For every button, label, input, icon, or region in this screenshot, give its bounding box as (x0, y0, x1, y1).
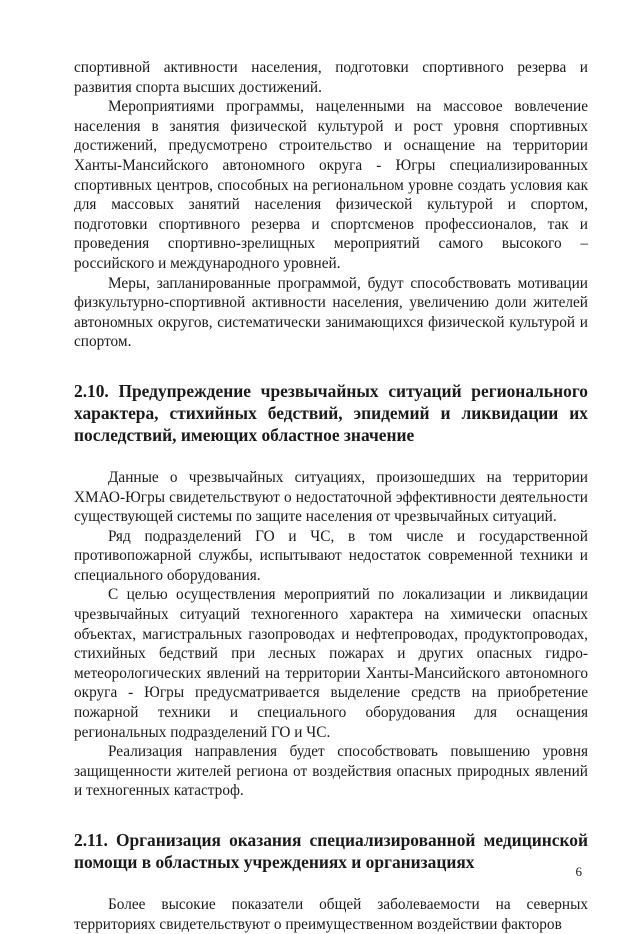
paragraph-emergency-goals: С целью осуществления мероприятий по локализации и ликвидации чрезвычайных ситуаций техногенного характера на химически опасных объектах, магистральных газопроводах и нефтепроводах, продуктопроводах, стихийных бедствий при лесных пожарах и других опасных гидро-метеорологических явлений на территории Ханты-Мансийского автономного округа - Югры предусматривается выделение средств на приобретение пожарной техники и специального оборудования для оснащения региональных подразделений ГО и ЧС. (74, 586, 588, 741)
document-page (74, 58, 588, 934)
section-heading-2-11: 2.11. Организация оказания специализированной медицинской помощи в областных учреждениях и организациях (74, 830, 588, 872)
section-heading-2-10: 2.10. Предупреждение чрезвычайных ситуаций регионального характера, стихийных бедствий, эпидемий и ликвидации их последствий, имеющих областное значение (74, 380, 588, 445)
paragraph-emergency-data: Данные о чрезвычайных ситуациях, произошедших на территории ХМАО-Югры свидетельствуют о недостаточной эффективности деятельности существующей системы по защите населения от чрезвычайных ситуаций. (74, 468, 588, 526)
paragraph-continuation: спортивной активности населения, подготовки спортивного резерва и развития спорта высших достижений. (74, 59, 588, 96)
paragraph-medical-intro: Более высокие показатели общей заболеваемости на северных территориях свидетельствуют о преимущественном воздействии факторов (74, 896, 588, 933)
page-number: 6 (575, 864, 582, 879)
paragraph-emergency-result: Реализация направления будет способствовать повышению уровня защищенности жителей региона от воздействия опасных природных явлений и техногенных катастроф. (74, 743, 588, 800)
paragraph-program-measures: Мероприятиями программы, нацеленными на массовое вовлечение населения в занятия физической культурой и рост уровня спортивных достижений, предусмотрено строительство и оснащение на территории Ханты-Мансийского автономного округа - Югры специализированных спортивных центров, способных на региональном уровне создать условия как для массовых занятий населения физической культурой и спортом, подготовки спортивного резерва и спортсменов профессионалов, так и проведения спортивно-зрелищных мероприятий самого высокого – российского и международного уровней. (74, 98, 588, 272)
paragraph-emergency-units: Ряд подразделений ГО и ЧС, в том числе и государственной противопожарной службы, испытывают недостаток современной техники и специального оборудования. (74, 527, 588, 584)
paragraph-program-motivation: Меры, запланированные программой, будут способствовать мотивации физкультурно-спортивной активности населения, увеличению доли жителей автономных округов, систематически занимающихся физической культурой и спортом. (74, 274, 588, 351)
